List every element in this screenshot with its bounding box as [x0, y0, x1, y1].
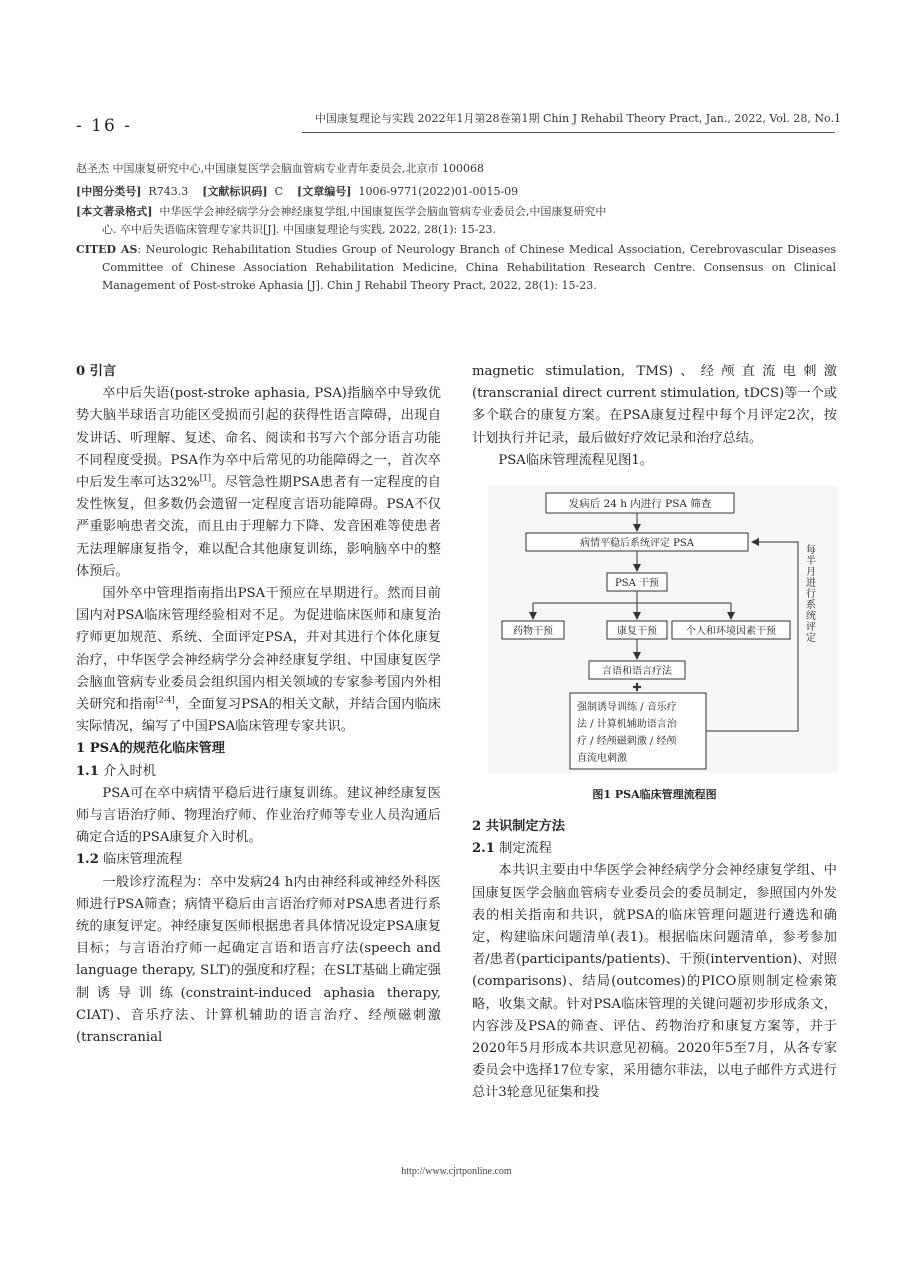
journal-header: 中国康复理论与实践 2022年1月第28卷第1期 Chin J Rehabil Theory Pract, Jan., 2022, Vol. 28, No.1 [315, 112, 841, 125]
text-slt: 言语和语言疗法 [602, 666, 672, 677]
text-techniques-4: 直流电刺激 [577, 753, 627, 764]
cls-label: [中图分类号] [76, 185, 142, 198]
section-1-2-paragraph: 一般诊疗流程为：卒中发病24 h内由神经科或神经外科医师进行PSA筛查；病情平稳后由言语治疗师对PSA患者进行系统的康复评定。神经康复医师根据患者具体情况设定PSA康复目标；与言语治疗师一起确定言语和语言疗法(speech and language therapy, SLT)的强度和疗程；在SLT基础上确定强制诱导训练(constraint-induced aphasia therapy, CIAT)、音乐疗法、计算机辅助的语言治疗、经颅磁刺激(transcranial [76, 874, 441, 1046]
cite-cn-line2: 心. 卒中后失语临床管理专家共识[J]. 中国康复理论与实践, 2022, 28(1): 15-23. [102, 223, 496, 236]
heading-section-2: 2 共识制定方法 [472, 819, 565, 834]
heading-section-1-2: 1.2 临床管理流程 [76, 852, 183, 868]
citation-cn [76, 203, 836, 221]
citation-en [76, 241, 836, 295]
art-label: [文章编号] [297, 185, 352, 198]
cited-text: : Neurologic Rehabilitation Studies Group of Neurology Branch of Chinese Medical Association, Cerebrovascular Diseases Committee of Chinese Association Rehabilitation Medicine, China Rehabilitation Research Centre. Consensus on Clinical Management of Post-stroke Aphasia [J]. Chin J Rehabil Theory Pract, 2022, 28(1): 15-23. [102, 243, 836, 292]
text-personal-env: 个人和环境因素干预 [686, 626, 776, 637]
figure-caption: 图1 PSA临床管理流程图 [592, 788, 717, 801]
doc-label: [文献标识码] [202, 185, 268, 198]
text-drug: 药物干预 [513, 626, 553, 637]
ref-1: [1] [199, 473, 212, 483]
section-1-1-paragraph: PSA可在卒中病情平稳后进行康复训练。建议神经康复医师与言语治疗师、物理治疗师、作业治疗师等专业人员沟通后确定合适的PSA康复介入时机。 [76, 785, 441, 846]
right-column-top [472, 361, 837, 472]
figure-reference: PSA临床管理流程见图1。 [498, 452, 653, 468]
heading-section-1-1: 1.1 介入时机 [76, 763, 156, 779]
doc-value: C [274, 185, 284, 198]
art-value: 1006-9771(2022)01-0015-09 [358, 185, 519, 198]
heading-section-2-1: 2.1 制定流程 [472, 841, 552, 857]
text-screening: 发病后 24 h 内进行 PSA 筛查 [568, 498, 712, 510]
heading-section-1: 1 PSA的规范化临床管理 [76, 741, 225, 757]
text-techniques-2: 法 / 计算机辅助语言治 [577, 719, 677, 730]
intro-paragraph-2: 国外卒中管理指南指出PSA干预应在早期进行。然而目前国内对PSA临床管理经验相对不足。为促进临床医师和康复治疗师更加规范、系统、全面评定PSA，并对其进行个体化康复治疗，中华医学会神经病学分会神经康复学组、中国康复医学会脑血管病专业委员会组织国内相关领域的专家参考国内外相关研究和指南[2-4]，全面复习PSA的相关文献，并结合国内临床实际情况，编写了中国PSA临床管理专家共识。 [76, 586, 441, 735]
text-rehab: 康复干预 [617, 626, 657, 637]
plus-icon: ✚ [632, 681, 642, 694]
author-line: 赵圣杰 中国康复研究中心,中国康复医学会脑血管病专业青年委员会,北京市 100068 [76, 162, 484, 175]
right-column-bottom [472, 816, 837, 1105]
text-intervention: PSA 干预 [615, 578, 659, 589]
ref-2-4: [2-4] [155, 695, 175, 705]
cited-label: CITED AS [76, 243, 138, 256]
heading-introduction: 0 引言 [76, 364, 117, 379]
flowchart-svg [488, 486, 838, 773]
text-techniques-3: 疗 / 经颅磁刺激 / 经颅 [577, 736, 677, 747]
cite-label: [本文著录格式] [76, 205, 153, 218]
cite-cn-line1: 中华医学会神经病学分会神经康复学组,中国康复医学会脑血管病专业委员会,中国康复研究中 [159, 205, 607, 218]
cls-value: R743.3 [148, 185, 189, 198]
text-evaluation: 病情平稳后系统评定 PSA [580, 538, 694, 549]
section-1-2-continued: magnetic stimulation, TMS)、经颅直流电刺激(transcranial direct current stimulation, tDCS)等一个或多个联合的康复方案。在PSA康复过程中每个月评定2次，按计划执行并记录，最后做好疗效记录和治疗总结。 [472, 364, 837, 446]
text-side-label: 每半月进行系统评定 [803, 544, 815, 643]
header-rule [302, 132, 835, 133]
text-techniques-1: 强制诱导训练 / 音乐疗 [577, 702, 677, 713]
page-number: - 16 - [76, 116, 132, 136]
classification-line [76, 183, 836, 201]
intro-paragraph-1: 卒中后失语(post-stroke aphasia, PSA)指脑卒中导致优势大脑半球语言功能区受损而引起的获得性语言障碍，出现自发讲话、听理解、复述、命名、阅读和书写六个部分语言功能不同程度受损。PSA作为卒中后常见的功能障碍之一，首次卒中后发生率可达32%[1]。尽管急性期PSA患者有一定程度的自发性恢复，但多数仍会遗留一定程度言语功能障碍。PSA不仅严重影响患者交流，而且由于理解力下降、发音困难等使患者无法理解康复指令，难以配合其他康复训练，影响脑卒中的整体预后。 [76, 386, 441, 579]
footer-url: http://www.cjrtponline.com [401, 1166, 512, 1177]
section-2-1-paragraph: 本共识主要由中华医学会神经病学分会神经康复学组、中国康复医学会脑血管病专业委员会的委员制定，参照国内外发表的相关指南和共识，就PSA的临床管理问题进行遴选和确定，构建临床问题清单(表1)。根据临床问题清单，参考参加者/患者(participants/patients)、干预(intervention)、对照(comparisons)、结局(outcomes)的PICO原则制定检索策略，收集文献。针对PSA临床管理的关键问题初步形成条文，内容涉及PSA的筛查、评估、药物治疗和康复方案等，并于2020年5月形成本共识意见初稿。2020年5至7月，从各专家委员会中选择17位专家，采用德尔菲法，以电子邮件方式进行总计3轮意见征集和投 [472, 863, 837, 1101]
left-column [76, 361, 441, 1049]
metadata-block [76, 160, 836, 295]
figure-1-flowchart [488, 486, 838, 773]
